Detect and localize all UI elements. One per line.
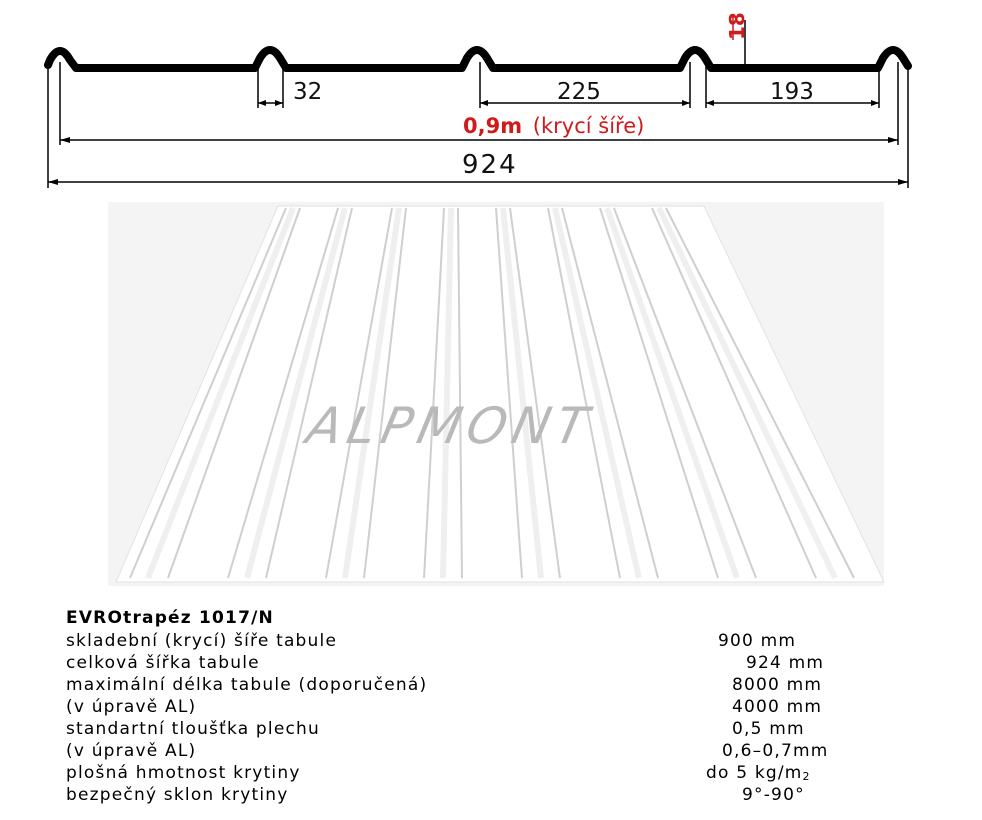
product-title: EVROtrapéz 1017/N (66, 608, 274, 628)
spec-row (66, 652, 946, 674)
spec-value: 0,6–0,7mm (722, 741, 829, 761)
dim-total-width: 924 (462, 150, 518, 180)
spec-label: maximální délka tabule (doporučená) (66, 675, 428, 695)
spec-value: 0,5 mm (732, 719, 805, 739)
spec-label: celková šířka tabule (66, 653, 260, 673)
cover-width-value: 0,9m (463, 114, 523, 138)
spec-label: (v úpravě AL) (66, 697, 197, 717)
dim-cover-width (463, 114, 644, 138)
dim-pan: 193 (770, 79, 814, 105)
dim-pitch: 225 (557, 79, 601, 105)
spec-label: standartní tloušťka plechu (66, 719, 321, 739)
spec-value-subscript: 2 (802, 770, 811, 783)
spec-value: 4000 mm (732, 697, 823, 717)
spec-row (66, 630, 946, 652)
profile-cross-section-drawing (0, 0, 982, 200)
spec-value: 900 mm (718, 631, 797, 651)
spec-row (66, 784, 946, 806)
spec-row (66, 718, 946, 740)
spec-value-main: do 5 kg/m (706, 763, 803, 783)
specification-block (66, 608, 946, 806)
spec-value: 8000 mm (732, 675, 823, 695)
spec-label: skladební (krycí) šíře tabule (66, 631, 338, 651)
watermark-logo: ALPMONT (301, 397, 599, 455)
spec-value: 9°-90° (742, 785, 805, 805)
spec-row (66, 696, 946, 718)
dim-rib-top: 32 (293, 79, 323, 105)
profile-outline (48, 50, 908, 68)
dim-rib-height: 18 (725, 12, 749, 40)
spec-label: plošná hmotnost krytiny (66, 763, 301, 783)
spec-label: (v úpravě AL) (66, 741, 197, 761)
spec-value: 924 mm (746, 653, 825, 673)
cover-width-label: (krycí šíře) (532, 114, 645, 138)
spec-row (66, 740, 946, 762)
spec-row (66, 674, 946, 696)
spec-row (66, 762, 946, 784)
product-photo (108, 202, 884, 586)
spec-label: bezpečný sklon krytiny (66, 785, 289, 805)
